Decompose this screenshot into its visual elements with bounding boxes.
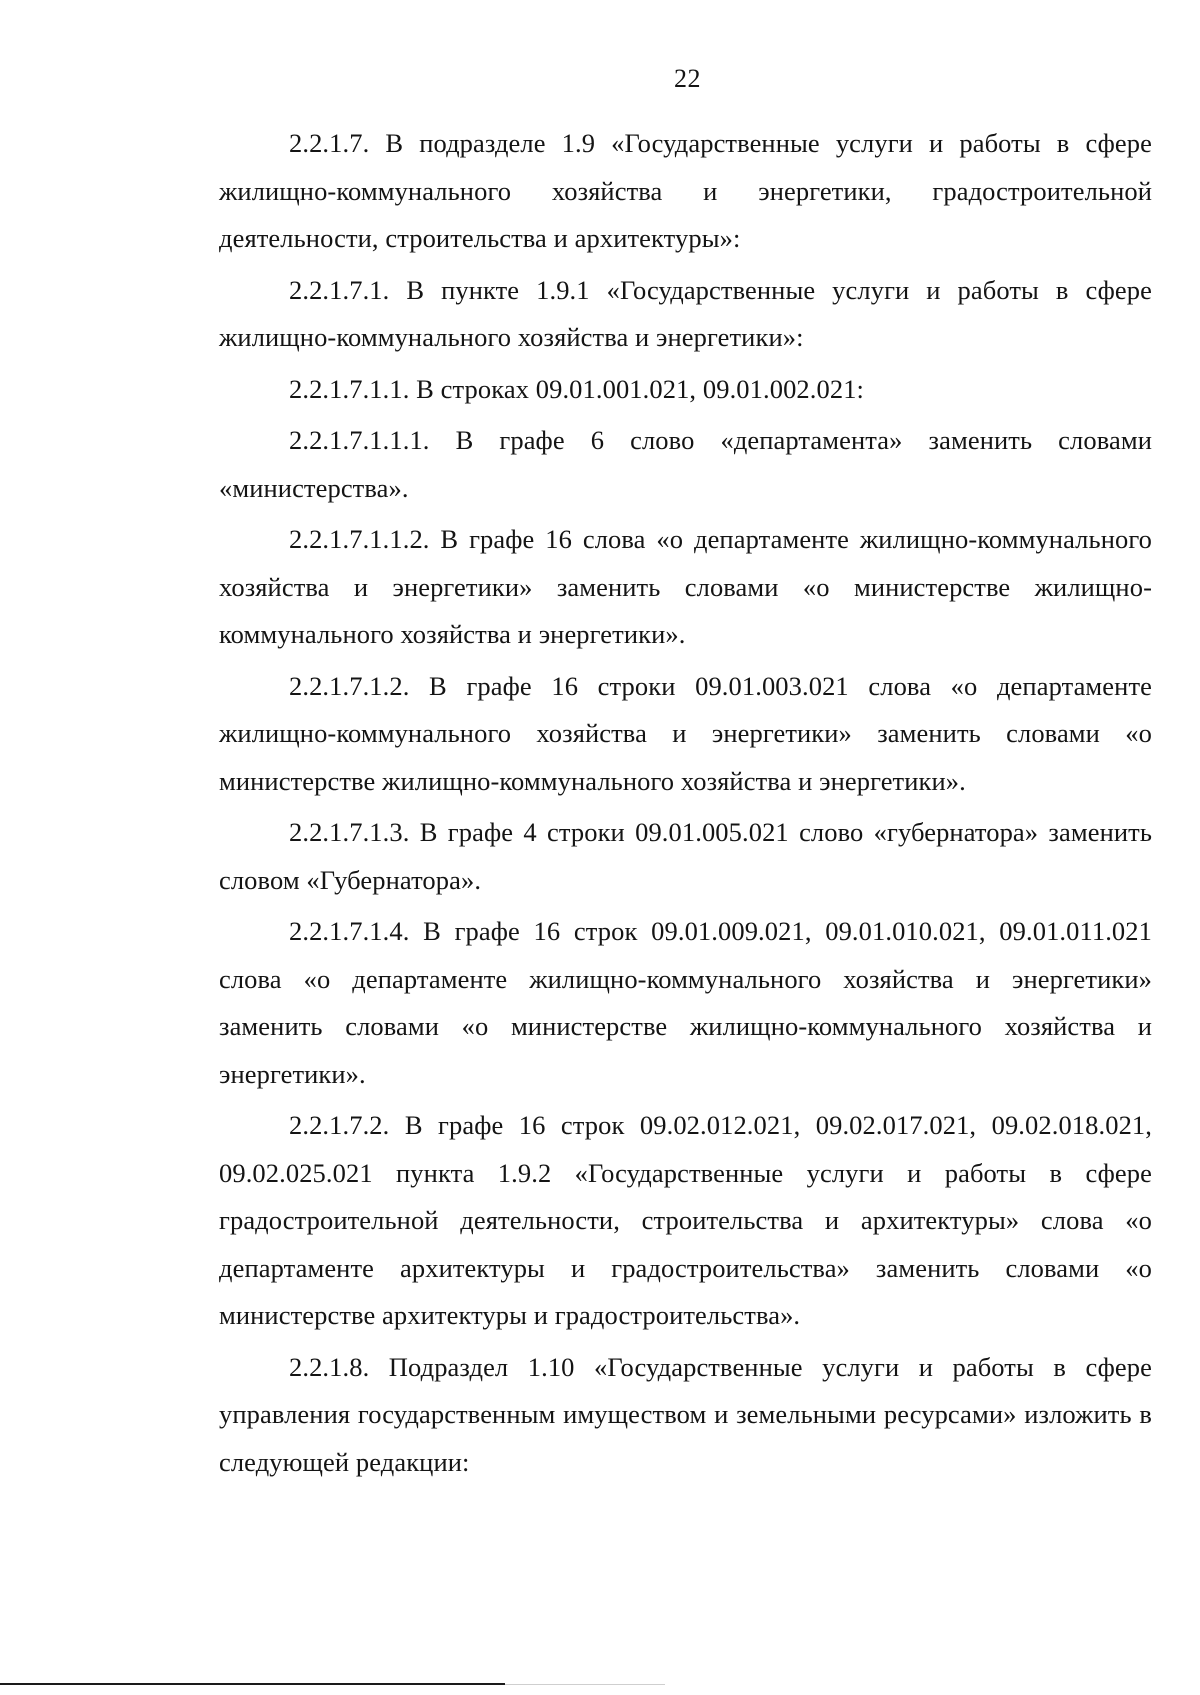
paragraph-2-2-1-7-1-1-1: 2.2.1.7.1.1.1. В графе 6 слово «департамента» заменить словами «министерства». bbox=[219, 425, 1152, 503]
paragraph-2-2-1-7-1-4: 2.2.1.7.1.4. В графе 16 строк 09.01.009.021, 09.01.010.021, 09.01.011.021 слова «о департаменте жилищно-коммунального хозяйства и энергетики» заменить словами «о министерстве жилищно-коммунального хозяйства и энергетики». bbox=[219, 916, 1152, 1089]
paragraph-2-2-1-8: 2.2.1.8. Подраздел 1.10 «Государственные услуги и работы в сфере управления государственным имуществом и земельными ресурсами» изложить в следующей редакции: bbox=[219, 1351, 1152, 1477]
footer-divider-faint bbox=[505, 1684, 665, 1685]
paragraph-2-2-1-7-1-1-2: 2.2.1.7.1.1.2. В графе 16 слова «о департаменте жилищно-коммунального хозяйства и энергетики» заменить словами «о министерстве жилищно-коммунального хозяйства и энергетики». bbox=[219, 524, 1152, 649]
paragraph-2-2-1-7-1-2: 2.2.1.7.1.2. В графе 16 строки 09.01.003.021 слова «о департаменте жилищно-коммунального хозяйства и энергетики» заменить словами «о министерстве жилищно-коммунального хозяйства и энергетики». bbox=[219, 670, 1152, 796]
footer-divider bbox=[0, 1683, 505, 1685]
paragraph-2-2-1-7-2: 2.2.1.7.2. В графе 16 строк 09.02.012.021, 09.02.017.021, 09.02.018.021, 09.02.025.021 пункта 1.9.2 «Государственные услуги и работы в сфере градостроительной деятельности, строительства и архитектуры» слова «о департаменте архитектуры и градостроительства» заменить словами «о министерстве архитектуры и градостроительства». bbox=[219, 1110, 1152, 1330]
document-body bbox=[219, 120, 1152, 1490]
paragraph-2-2-1-7-1: 2.2.1.7.1. В пункте 1.9.1 «Государственные услуги и работы в сфере жилищно-коммунального хозяйства и энергетики»: bbox=[219, 274, 1152, 352]
page-number: 22 bbox=[674, 64, 701, 93]
paragraph-2-2-1-7-1-1: 2.2.1.7.1.1. В строках 09.01.001.021, 09.01.002.021: bbox=[289, 373, 865, 404]
paragraph-2-2-1-7: 2.2.1.7. В подразделе 1.9 «Государственные услуги и работы в сфере жилищно-коммунального хозяйства и энергетики, градостроительной деятельности, строительства и архитектуры»: bbox=[219, 128, 1152, 253]
paragraph-2-2-1-7-1-3: 2.2.1.7.1.3. В графе 4 строки 09.01.005.021 слово «губернатора» заменить словом «Губернатора». bbox=[219, 817, 1152, 895]
